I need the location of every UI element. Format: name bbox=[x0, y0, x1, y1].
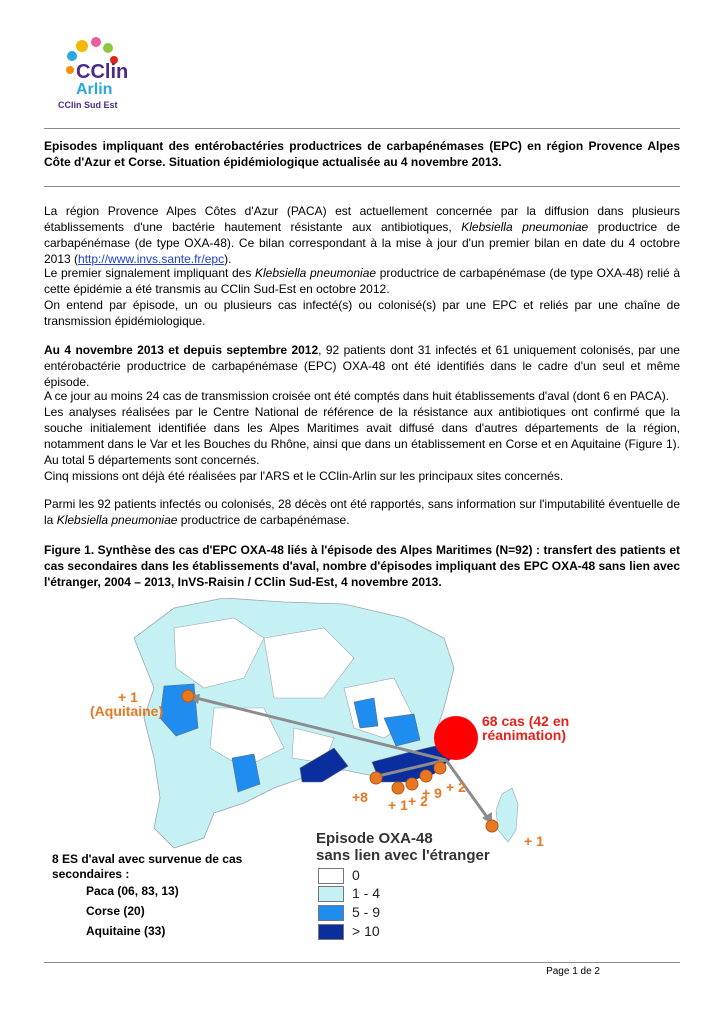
label-main-cases-1: 68 cas (42 en bbox=[482, 713, 570, 729]
p2-episode-definition: On entend par épisode, un ou plusieurs cas infecté(s) ou colonisé(s) par une EPC et reliés par une chaîne de transmission épidémiologique. bbox=[44, 298, 680, 328]
legend-item-2 bbox=[318, 905, 518, 922]
es-item-paca: Paca (06, 83, 13) bbox=[86, 884, 179, 898]
legend-swatch bbox=[318, 886, 344, 902]
paragraph-transmission bbox=[44, 388, 680, 484]
label-plus1: + 1 bbox=[388, 797, 408, 813]
legend-swatch bbox=[318, 924, 344, 940]
invs-link[interactable]: http://www.invs.sante.fr/epc bbox=[78, 252, 225, 266]
site-var-d bbox=[420, 770, 432, 782]
label-main-cases-2: réanimation) bbox=[482, 727, 567, 743]
label-plus2b: + 2 bbox=[446, 779, 466, 795]
p2-species: Klebsiella pneumoniae bbox=[254, 266, 377, 280]
p3-date-bold: Au 4 novembre 2013 et depuis septembre 2012 bbox=[44, 343, 319, 357]
paragraph-first-signal bbox=[44, 265, 680, 329]
label-aquitaine-name: (Aquitaine) bbox=[90, 703, 164, 719]
legend-item-0 bbox=[318, 868, 518, 885]
p5-species: Klebsiella pneumoniae bbox=[56, 513, 178, 527]
label-plus2a: + 2 bbox=[408, 793, 428, 809]
downstream-es-title bbox=[52, 852, 242, 882]
p1-text-c: ). bbox=[224, 252, 232, 266]
es-item-corse: Corse (20) bbox=[86, 904, 145, 918]
site-var-b bbox=[392, 782, 404, 794]
p1-species: Klebsiella pneumoniae bbox=[461, 220, 589, 234]
legend-swatch bbox=[318, 905, 344, 921]
es-title-line-2: secondaires : bbox=[52, 867, 130, 881]
cclin-logo-graphic bbox=[54, 34, 130, 112]
p1-text-b: productrice de carbapénémase (de type OXA-48). Ce bilan correspondant à la mise à jour d'un premier bilan en date du 4 octobre 2013 ( bbox=[44, 220, 680, 266]
legend-label: 0 bbox=[352, 867, 360, 883]
es-title-line-1: 8 ES d'aval avec survenue de cas bbox=[52, 852, 243, 866]
label-corse: + 1 bbox=[524, 833, 544, 849]
p4-text-b: Les analyses réalisées par le Centre National de référence de la résistance aux antibiotiques ont confirmé que la souche initialement identifiée dans les Alpes Maritimes avait diffusé dans d'autres départements de la région, notamment dans le Var et les Bouches du Rhône, ainsi que dans un établissement en Corse et en Aquitaine (Figure 1). Au total 5 départements sont concernés. bbox=[44, 405, 680, 467]
p4-text-a: A ce jour au moins 24 cas de transmission croisée ont été comptés dans huit établissements d'aval (dont 6 en PACA). bbox=[44, 389, 670, 403]
p5-text-b: productrice de carbapénémase. bbox=[177, 513, 350, 527]
svg-text:Arlin: Arlin bbox=[76, 81, 113, 98]
top-rule bbox=[44, 128, 680, 129]
legend-swatch bbox=[318, 868, 344, 884]
site-aquitaine bbox=[182, 690, 194, 702]
p2-text-a: Le premier signalement impliquant des bbox=[44, 266, 255, 280]
p5-text-a: Parmi les 92 patients infectés ou colonisés, 28 décès ont été rapportés, sans information sur l'imputabilité éventuelle de la bbox=[44, 497, 680, 527]
site-var-a bbox=[370, 772, 382, 784]
page-number: Page 1 de 2 bbox=[546, 966, 600, 977]
p4-text-c: Cinq missions ont déjà été réalisées par l'ARS et le CClin-Arlin sur les principaux sites concernés. bbox=[44, 469, 564, 483]
footer-rule bbox=[44, 962, 680, 963]
figure-caption: Figure 1. Synthèse des cas d'EPC OXA-48 liés à l'épisode des Alpes Maritimes (N=92) : transfert des patients et cas secondaires dans les établissements d'aval, nombre d'épisodes impliquant des EPC OXA-48 sans lien avec l'étranger, 2004 – 2013, InVS-Raisin / CClin Sud-Est, 4 novembre 2013. bbox=[44, 543, 680, 589]
es-item-aquitaine: Aquitaine (33) bbox=[86, 924, 166, 938]
svg-text:CClin: CClin bbox=[76, 61, 129, 83]
site-var-e bbox=[434, 762, 446, 774]
cclin-logo bbox=[54, 34, 130, 112]
legend-label: 1 - 4 bbox=[352, 885, 381, 901]
p2-text-b: productrice de carbapénémase (de type OXA-48) relié à cette épidémie a été transmis au CClin Sud-Est en octobre 2012. bbox=[44, 266, 680, 296]
svg-text:CClin Sud Est: CClin Sud Est bbox=[58, 100, 118, 110]
legend-title bbox=[316, 830, 490, 864]
label-aquitaine-count: + 1 bbox=[118, 689, 138, 705]
label-plus8: +8 bbox=[352, 789, 368, 805]
legend-label: > 10 bbox=[352, 923, 380, 939]
label-plus9: + 9 bbox=[422, 785, 442, 801]
title-rule bbox=[44, 186, 680, 187]
legend-item-1 bbox=[318, 886, 518, 903]
source-alpes-maritimes bbox=[434, 716, 478, 760]
document-title: Episodes impliquant des entérobactéries productrices de carbapénémases (EPC) en région Provence Alpes Côte d'Azur et Corse. Situation épidémiologique actualisée au 4 novembre 2013. bbox=[44, 139, 680, 169]
paragraph-context bbox=[44, 203, 680, 267]
legend-title-line-2: sans lien avec l'étranger bbox=[316, 847, 490, 864]
legend-label: 5 - 9 bbox=[352, 904, 381, 920]
paragraph-status bbox=[44, 342, 680, 390]
site-var-c bbox=[406, 778, 418, 790]
paragraph-deaths bbox=[44, 496, 680, 528]
p3-text: , 92 patients dont 31 infectés et 61 uniquement colonisés, par une entérobactérie productrice de carbapénémase (EPC) OXA-48 ont été identifiés dans le cadre d'un seul et même épisode. bbox=[44, 343, 680, 389]
legend-title-line-1: Episode OXA-48 bbox=[316, 830, 433, 847]
legend-item-3 bbox=[318, 924, 518, 941]
corsica bbox=[496, 788, 518, 842]
p1-text-a: La région Provence Alpes Côtes d'Azur (PACA) est actuellement concernée par la diffusion dans plusieurs établissements d'une bactérie hautement résistante aux antibiotiques, bbox=[44, 204, 680, 234]
